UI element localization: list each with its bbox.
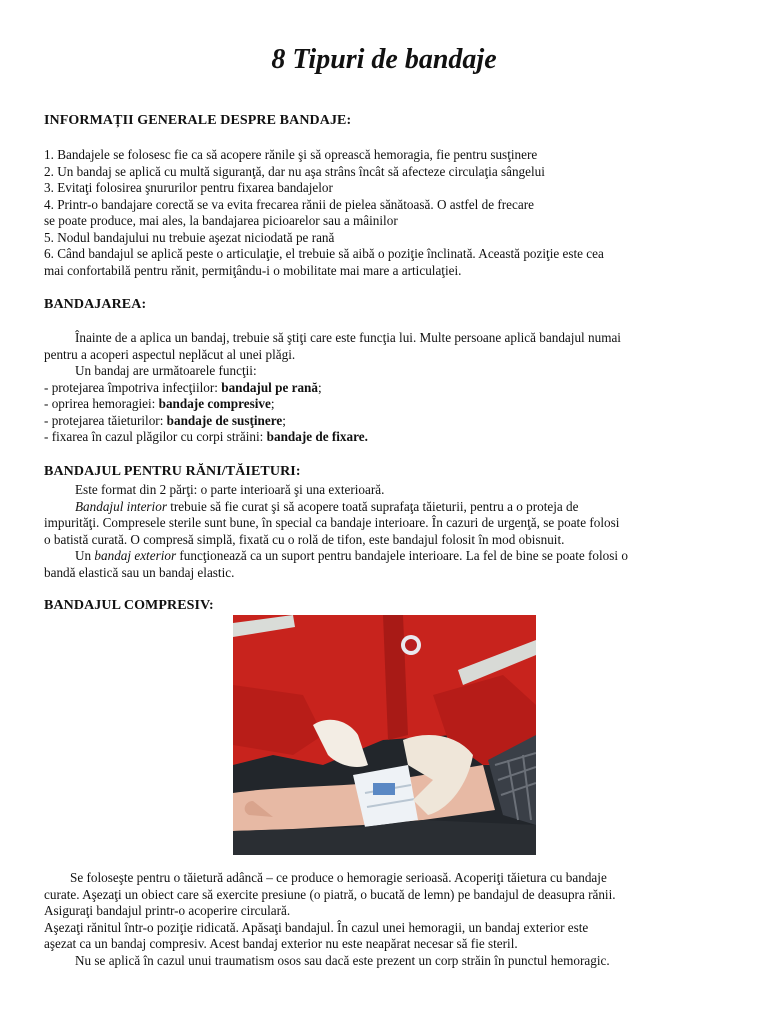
paragraph-line: Bandajul interior trebuie să fie curat şi să acopere toată suprafaţa tăieturii, pentru a o proteja de [75,498,579,514]
list-item: 1. Bandajele se folosesc fie ca să acopere rănile şi să oprească hemoragia, fie pentru susţinere [44,147,538,162]
section-heading-bandaging: BANDAJAREA: [44,297,147,312]
document-title: 8 Tipuri de bandaje [271,44,497,75]
list-item: 2. Un bandaj se aplică cu multă siguranţă, dar nu aşa strâns încât să afecteze circulaţia sângelui [44,163,545,179]
list-item: mai confortabilă pentru rănit, permiţându-i o mobilitate mai mare a articulaţiei. [44,262,462,278]
list-item: se poate produce, mai ales, la bandajarea picioarelor sau a mâinilor [44,213,398,228]
paragraph-line: bandă elastică sau un bandaj elastic. [44,564,235,580]
paragraph-line: impurităţi. Compresele sterile sunt bune, în special ca bandaje interioare. În cazuri de urgenţă, se poate folosi [44,515,620,530]
bandaging-photo [233,615,536,855]
function-item: - oprirea hemoragiei: bandaje compresive; [44,396,275,411]
compression-bandage-text [44,870,734,969]
paragraph-line: aşezat ca un bandaj compresiv. Acest bandaj exterior nu este neapărat necesar să fie steril. [44,936,518,951]
paragraph-line: o batistă curată. O compresă simplă, fixată cu o rolă de tifon, este bandajul folosit în mod obisnuit. [44,531,565,547]
paragraph-line: Asiguraţi bandajul printr-o acoperire circulară. [44,903,291,918]
list-item: 3. Evitaţi folosirea şnururilor pentru fixarea bandajelor [44,180,333,195]
wound-bandage-text [44,482,734,581]
list-item: 4. Printr-o bandajare corectă se va evita frecarea rănii de pielea sănătoasă. O astfel de frecare [44,196,534,212]
list-item: 6. Când bandajul se aplică peste o articulaţie, el trebuie să aibă o poziţie înclinată. Această poziţie este cea [44,246,604,261]
paragraph-line: Nu se aplică în cazul unui traumatism osos sau dacă este prezent un corp străin în punctul hemoragic. [75,952,610,968]
paragraph-line: Se foloseşte pentru o tăietură adâncă – ce produce o hemoragie serioasă. Acoperiţi tăietura cu bandaje [70,870,607,885]
paragraph-line: curate. Aşezaţi un obiect care să exercite presiune (o piatră, o bucată de lemn) pe bandajul de deasupra rănii. [44,886,616,902]
function-item: - protejarea împotriva infecţiilor: bandajul pe rană; [44,379,322,395]
paragraph-line: Înainte de a aplica un bandaj, trebuie să ştiţi care este funcţia lui. Multe persoane aplică bandajul numai [75,330,621,345]
paragraph-line: Un bandaj exterior funcţionează ca un suport pentru bandajele interioare. La fel de bine se poate folosi o [75,548,628,563]
list-item: 5. Nodul bandajului nu trebuie aşezat niciodată pe rană [44,229,335,245]
general-info-list [44,147,734,279]
section-heading-wound-bandage: BANDAJUL PENTRU RĂNI/TĂIETURI: [44,464,301,479]
section-heading-general-info: INFORMAȚII GENERALE DESPRE BANDAJE: [44,113,352,128]
paragraph-line: Este format din 2 părţi: o parte interioară şi una exterioară. [75,482,385,497]
paragraph-line: Aşezaţi rănitul într-o poziţie ridicată. Apăsaţi bandajul. În cazul unei hemoragii, un bandaj exterior este [44,919,589,935]
section-heading-compression-bandage: BANDAJUL COMPRESIV: [44,598,214,613]
paragraph-line: pentru a acoperi aspectul neplăcut al unei plăgi. [44,346,296,362]
function-item: - protejarea tăieturilor: bandaje de susţinere; [44,412,286,428]
bandaging-text [44,330,734,446]
function-item: - fixarea în cazul plăgilor cu corpi străini: bandaje de fixare. [44,429,368,444]
functions-intro: Un bandaj are următoarele funcţii: [75,363,257,378]
